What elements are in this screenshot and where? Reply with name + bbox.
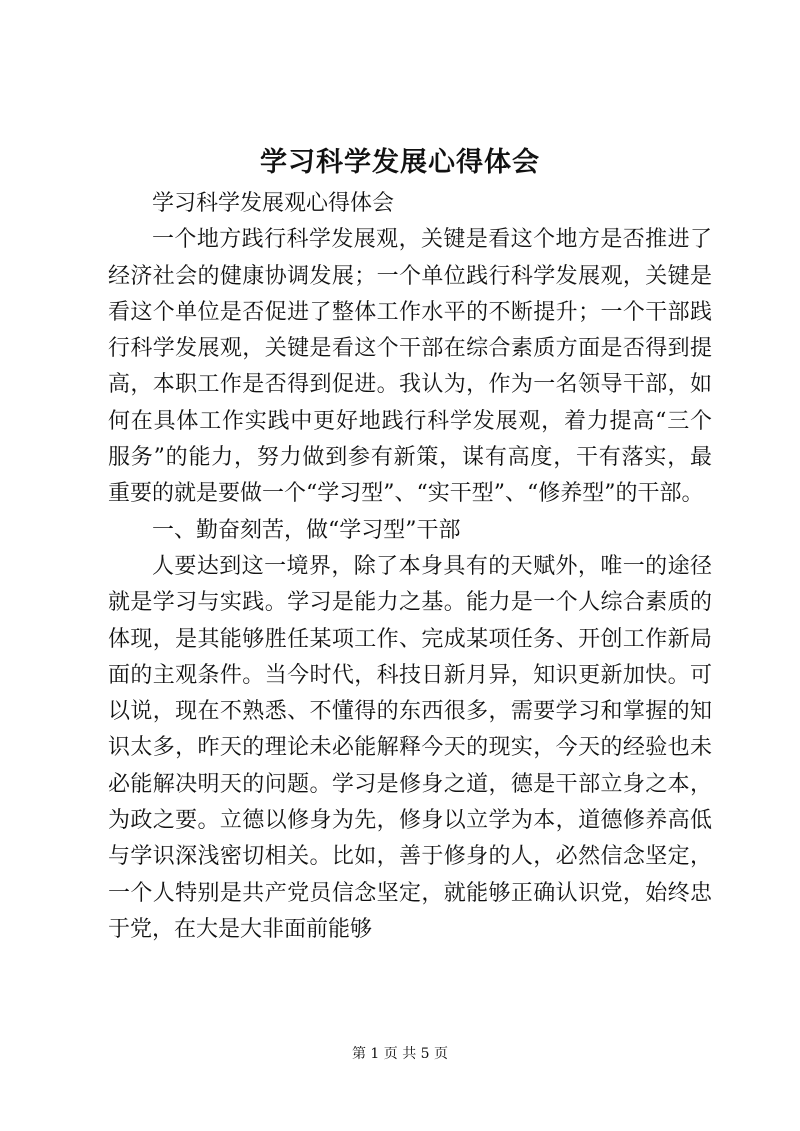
document-body	[108, 186, 712, 948]
body-paragraph: 人要达到这一境界，除了本身具有的天赋外，唯一的途径就是学习与实践。学习是能力之基。能力是一个人综合素质的体现，是其能够胜任某项工作、完成某项任务、开创工作新局面的主观条件。当今时代，科技日新月异，知识更新加快。可以说，现在不熟悉、不懂得的东西很多，需要学习和掌握的知识太多，昨天的理论未必能解释今天的现实，今天的经验也未必能解决明天的问题。学习是修身之道，德是干部立身之本，为政之要。立德以修身为先，修身以立学为本，道德修养高低与学识深浅密切相关。比如，善于修身的人，必然信念坚定，一个人特别是共产党员信念坚定，就能够正确认识党，始终忠于党，在大是大非面前能够	[108, 553, 712, 942]
document-title: 学习科学发展心得体会	[260, 147, 540, 178]
section-heading: 一、勤奋刻苦，做“学习型”干部	[152, 517, 461, 543]
intro-paragraph: 一个地方践行科学发展观，关键是看这个地方是否推进了经济社会的健康协调发展；一个单位践行科学发展观，关键是看这个单位是否促进了整体工作水平的不断提升；一个干部践行科学发展观，关键是看这个干部在综合素质方面是否得到提高，本职工作是否得到促进。我认为，作为一名领导干部，如何在具体工作实践中更好地践行科学发展观，着力提高“三个服务”的能力，努力做到参有新策，谋有高度，干有落实，最重要的就是要做一个“学习型”、“实干型”、“修养型”的干部。	[108, 227, 712, 507]
page-footer: 第 1 页 共 5 页	[351, 1046, 449, 1062]
subtitle-paragraph: 学习科学发展观心得体会	[152, 191, 395, 216]
